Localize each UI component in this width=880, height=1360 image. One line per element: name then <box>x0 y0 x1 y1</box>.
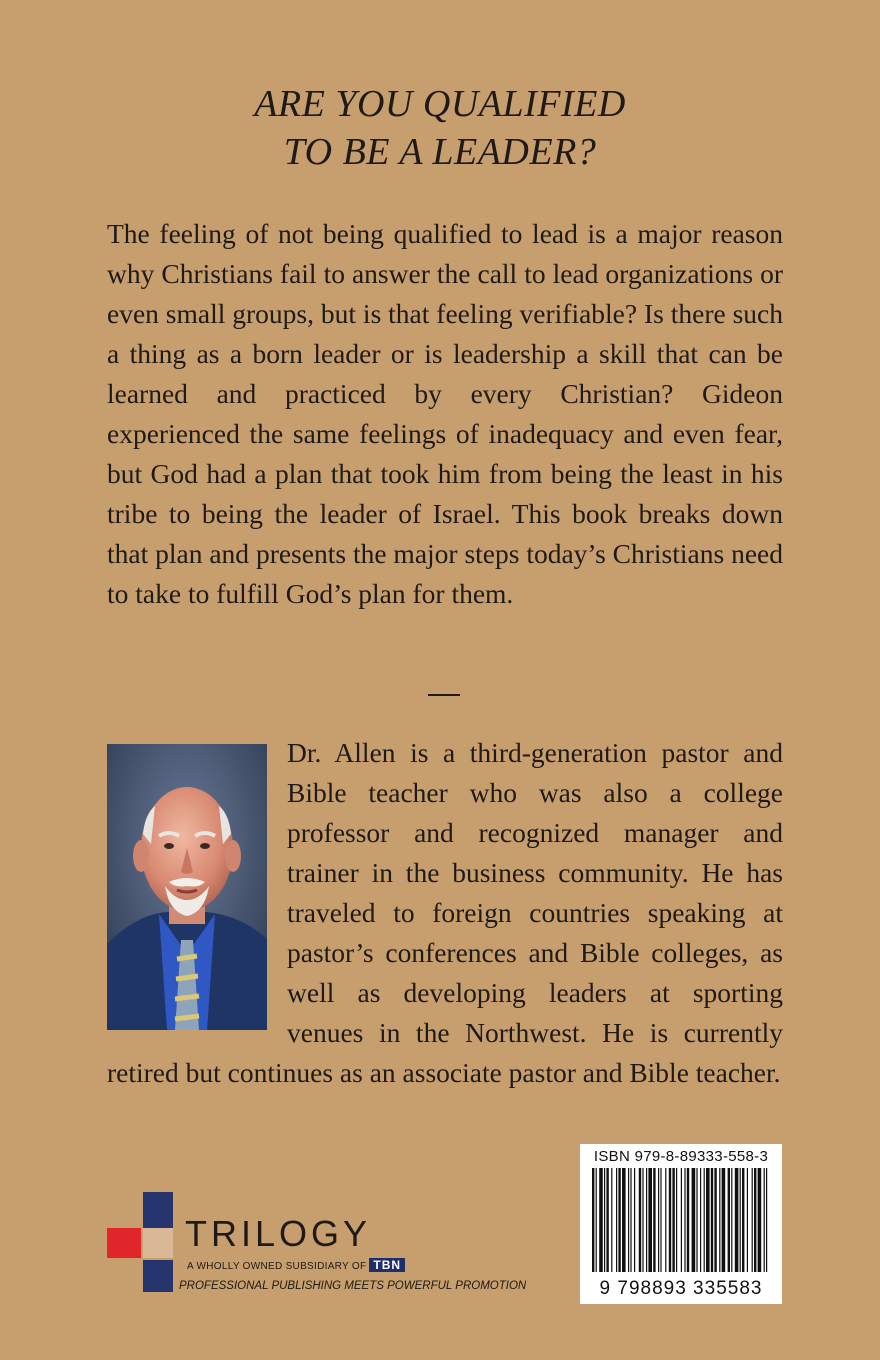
barcode-bar <box>596 1168 597 1272</box>
publisher-tagline: PROFESSIONAL PUBLISHING MEETS POWERFUL PROMOTION <box>179 1280 527 1292</box>
barcode-bar <box>711 1168 713 1272</box>
barcode-bar <box>758 1168 762 1272</box>
barcode-bar <box>599 1168 603 1272</box>
barcode-bar <box>728 1168 730 1272</box>
tbn-logo: TBN <box>369 1258 405 1272</box>
barcode-bar <box>764 1168 765 1272</box>
logo-block-tan <box>143 1228 173 1258</box>
barcode-bar <box>653 1168 655 1272</box>
logo-block-navy-bottom <box>143 1260 173 1292</box>
barcode-bar <box>754 1168 756 1272</box>
barcode-bar <box>604 1168 605 1272</box>
barcode-bar <box>622 1168 626 1272</box>
headline-line-2: TO BE A LEADER? <box>283 131 597 173</box>
barcode-bar <box>722 1168 726 1272</box>
barcode-bar <box>681 1168 682 1272</box>
barcode-digits: 9 798893 335583 <box>599 1278 763 1299</box>
barcode-bar <box>696 1168 697 1272</box>
barcode-bar <box>642 1168 643 1272</box>
barcode-bar <box>704 1168 705 1272</box>
barcode-bar <box>618 1168 620 1272</box>
headline-line-1: ARE YOU QUALIFIED <box>254 83 626 125</box>
barcode-bar <box>672 1168 674 1272</box>
barcode-bar <box>646 1168 647 1272</box>
barcode-bar <box>634 1168 635 1272</box>
barcode-bar <box>714 1168 716 1272</box>
barcode-bar <box>648 1168 652 1272</box>
author-bio-section <box>107 733 783 1093</box>
isbn-barcode <box>580 1144 782 1304</box>
barcode-bar <box>669 1168 671 1272</box>
barcode-bar <box>731 1168 732 1272</box>
barcode-bar <box>676 1168 677 1272</box>
subsidiary-text: A WHOLLY OWNED SUBSIDIARY OF <box>187 1261 367 1272</box>
publisher-name: TRILOGY <box>185 1213 372 1254</box>
headline <box>0 80 880 176</box>
barcode-bar <box>628 1168 629 1272</box>
author-bio-text: Dr. Allen is a third-generation pastor and Bible teacher who was also a college professor and recognized manager and trainer in the business community. He has traveled to foreign countries speaking at pastor’s conferences and Bible colleges, as well as developing leaders at sporting venues in the Northwest. He is currently retired but continues as an associate pastor and Bible teacher. <box>107 737 783 1088</box>
barcode-bar <box>658 1168 659 1272</box>
barcode-bar <box>766 1168 767 1272</box>
barcode-bar <box>752 1168 753 1272</box>
barcode-bar <box>719 1168 720 1272</box>
barcode-bar <box>616 1168 617 1272</box>
barcode-bars <box>592 1168 770 1276</box>
barcode-bar <box>692 1168 696 1272</box>
barcode-bar <box>660 1168 661 1272</box>
barcode-bar <box>740 1168 741 1272</box>
barcode-bar <box>684 1168 685 1272</box>
barcode-bar <box>665 1168 666 1272</box>
publisher-subsidiary-line <box>187 1258 405 1274</box>
barcode-bar <box>592 1168 594 1272</box>
author-portrait-image <box>107 744 267 1030</box>
barcode-bar <box>747 1168 748 1272</box>
barcode-bar <box>735 1168 739 1272</box>
barcode-bar <box>687 1168 689 1272</box>
barcode-bar <box>630 1168 631 1272</box>
author-photo <box>107 744 267 1030</box>
barcode-bar <box>700 1168 701 1272</box>
barcode-bar <box>611 1168 612 1272</box>
publisher-logo <box>107 1192 527 1302</box>
isbn-label: ISBN 979-8-89333-558-3 <box>593 1148 769 1165</box>
barcode-bar <box>742 1168 744 1272</box>
book-blurb: The feeling of not being qualified to lead is a major reason why Christians fail to answer the call to lead organizations or even small groups, but is that feeling verifiable? Is there such a thing as a born leader or is leadership a skill that can be learned and practiced by every Christian? Gideon experienced the same feelings of inadequacy and even fear, but God had a plan that took him from being the least in his tribe to being the leader of Israel. This book breaks down that plan and presents the major steps today’s Christians need to take to fulfill God’s plan for them. <box>107 218 783 609</box>
logo-block-red <box>107 1228 141 1258</box>
barcode-bar <box>639 1168 641 1272</box>
barcode-bar <box>706 1168 710 1272</box>
barcode-bar <box>606 1168 608 1272</box>
logo-block-navy-top <box>143 1192 173 1228</box>
section-divider <box>428 694 460 696</box>
